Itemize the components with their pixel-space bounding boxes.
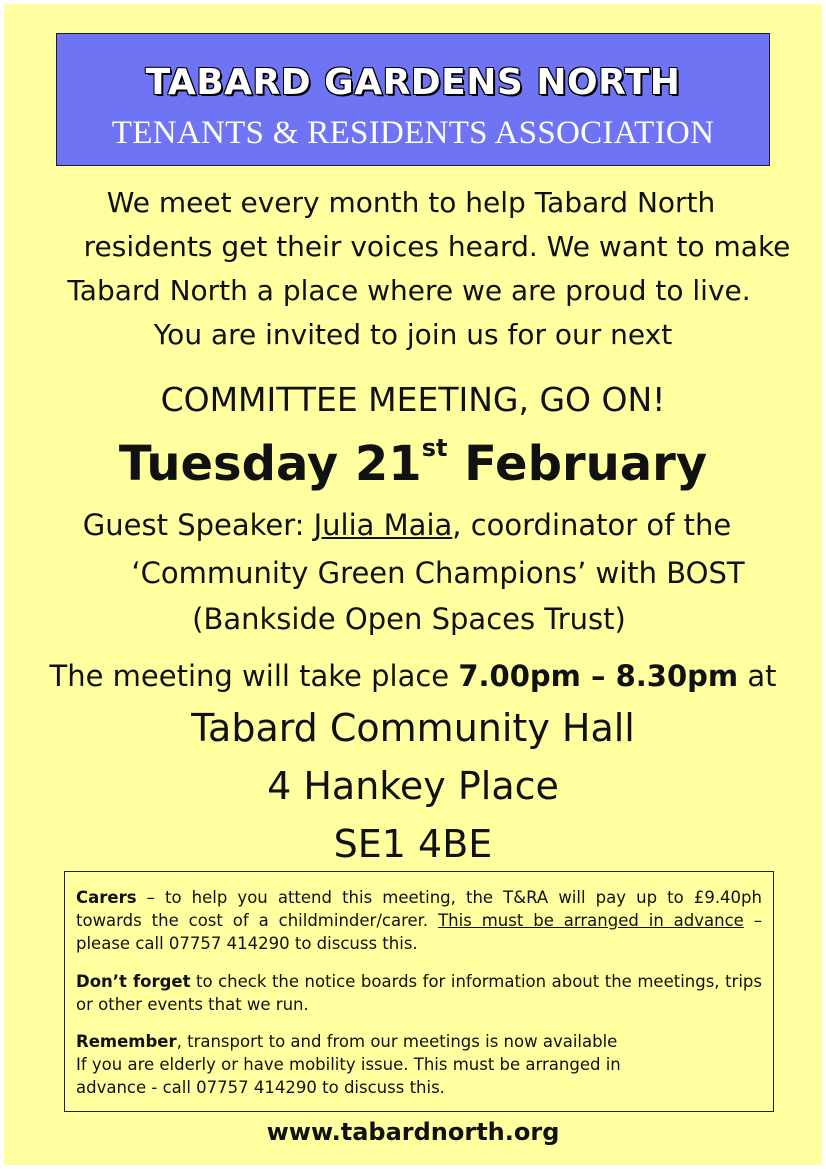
meeting-day-suffix: st (421, 434, 448, 462)
remember-note (76, 1030, 762, 1099)
carers-label: Carers (76, 888, 137, 907)
forget-label: Don’t forget (76, 972, 191, 991)
remember-line-2: If you are elderly or have mobility issue. This must be arranged in (76, 1055, 621, 1074)
speaker-prefix: Guest Speaker: (82, 508, 314, 542)
intro-line-2: residents get their voices heard. We want to make (83, 230, 791, 263)
forget-text: to check the notice boards for information about the meetings, trips or other events that we run. (76, 972, 762, 1014)
meeting-date (0, 434, 826, 492)
carers-phone: – please call 07757 414290 to discuss this. (76, 911, 762, 953)
association-subtitle: TENANTS & RESIDENTS ASSOCIATION (111, 115, 715, 151)
time-suffix: at (738, 659, 777, 693)
remember-line-3: advance - call 07757 414290 to discuss this. (76, 1078, 445, 1097)
speaker-line-1 (0, 508, 820, 542)
info-box (64, 871, 774, 1112)
website-link[interactable]: www.tabardnorth.org (266, 1118, 560, 1146)
carers-advance-note: This must be arranged in advance (438, 911, 744, 930)
carers-text: – to help you attend this meeting, the T&RA will pay up to £9.40ph towards the cost of a childminder/carer. (76, 888, 762, 930)
remember-label: Remember (76, 1032, 177, 1051)
meeting-month: February (447, 436, 708, 492)
venue-postcode: SE1 4BE (333, 822, 493, 866)
intro-line-1: We meet every month to help Tabard North (106, 186, 716, 219)
header-banner (56, 33, 770, 166)
venue-name: Tabard Community Hall (191, 706, 635, 750)
meeting-time (0, 659, 826, 693)
carers-note (76, 886, 762, 955)
meeting-heading: COMMITTEE MEETING, GO ON! (160, 380, 666, 419)
time-range: 7.00pm – 8.30pm (458, 659, 739, 693)
speaker-name: Julia Maia (313, 508, 453, 542)
intro-line-4: You are invited to join us for our next (153, 318, 673, 351)
meeting-day: Tuesday 21 (118, 436, 422, 492)
association-title: TABARD GARDENS NORTH (145, 62, 681, 103)
speaker-role: , coordinator of the (452, 508, 732, 542)
intro-line-3: Tabard North a place where we are proud to live. (67, 274, 751, 307)
forget-note (76, 970, 762, 1016)
remember-line-1: , transport to and from our meetings is now available (176, 1032, 618, 1051)
venue-street: 4 Hankey Place (267, 764, 559, 808)
speaker-line-2: ‘Community Green Champions’ with BOST (131, 556, 745, 590)
speaker-line-3: (Bankside Open Spaces Trust) (192, 602, 626, 636)
time-prefix: The meeting will take place (49, 659, 459, 693)
